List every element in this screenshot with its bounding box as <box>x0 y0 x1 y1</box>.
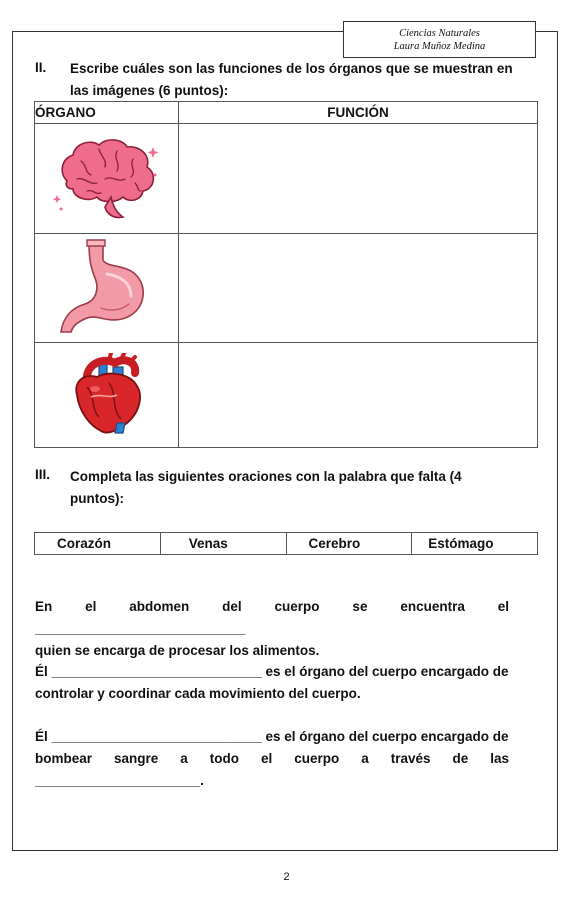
organs-table <box>34 101 538 448</box>
word-bank-item: Cerebro <box>286 533 412 555</box>
subject-title: Ciencias Naturales <box>399 28 480 39</box>
table-row <box>35 124 538 234</box>
function-cell[interactable] <box>179 343 538 448</box>
sentence-1-line2: quien se encarga de procesar los alimentos. <box>35 643 320 658</box>
word-bank-item: Venas <box>160 533 286 555</box>
word-bank-item: Estómago <box>412 533 538 555</box>
sentence-3-line1: Él ____________________________ es el órgano del cuerpo encargado de <box>35 729 509 744</box>
heart-icon <box>65 353 149 435</box>
column-header-organ: ÓRGANO <box>35 102 179 124</box>
sentence-2-line2: controlar y coordinar cada movimiento del cuerpo. <box>35 686 361 701</box>
word-bank <box>34 532 538 555</box>
word-bank-row <box>35 533 538 555</box>
section-3-instruction-line2: puntos): <box>70 491 124 506</box>
section-3-number: III. <box>35 467 51 482</box>
sentence-3 <box>35 726 509 792</box>
stomach-icon <box>57 238 157 336</box>
sentence-1-line1: En el abdomen del cuerpo se encuentra el ____________________________ <box>35 599 509 636</box>
table-row <box>35 343 538 448</box>
sentence-1 <box>35 596 509 662</box>
word-bank-item: Corazón <box>35 533 161 555</box>
function-cell[interactable] <box>179 234 538 343</box>
sentence-3-line2: bombear sangre a todo el cuerpo a través de las ______________________. <box>35 751 509 788</box>
page-number: 2 <box>283 871 290 883</box>
section-2-instruction-line2: las imágenes (6 puntos): <box>70 83 229 98</box>
function-cell[interactable] <box>179 124 538 234</box>
sentence-2 <box>35 661 509 705</box>
brain-icon <box>51 131 163 223</box>
organ-cell <box>35 234 179 343</box>
header-box <box>343 21 536 58</box>
organ-cell <box>35 343 179 448</box>
table-row <box>35 234 538 343</box>
column-header-function: FUNCIÓN <box>179 102 538 124</box>
teacher-name: Laura Muñoz Medina <box>393 41 486 52</box>
section-3-instruction <box>70 466 462 510</box>
section-3-instruction-line1: Completa las siguientes oraciones con la palabra que falta (4 <box>70 469 462 484</box>
section-2-number: II. <box>35 60 47 75</box>
section-2-instruction-line1: Escribe cuáles son las funciones de los órganos que se muestran en <box>70 61 513 76</box>
section-2-instruction <box>70 58 513 102</box>
sentence-2-line1: Él ____________________________ es el órgano del cuerpo encargado de <box>35 664 509 679</box>
organ-cell <box>35 124 179 234</box>
organs-table-header <box>35 102 538 124</box>
